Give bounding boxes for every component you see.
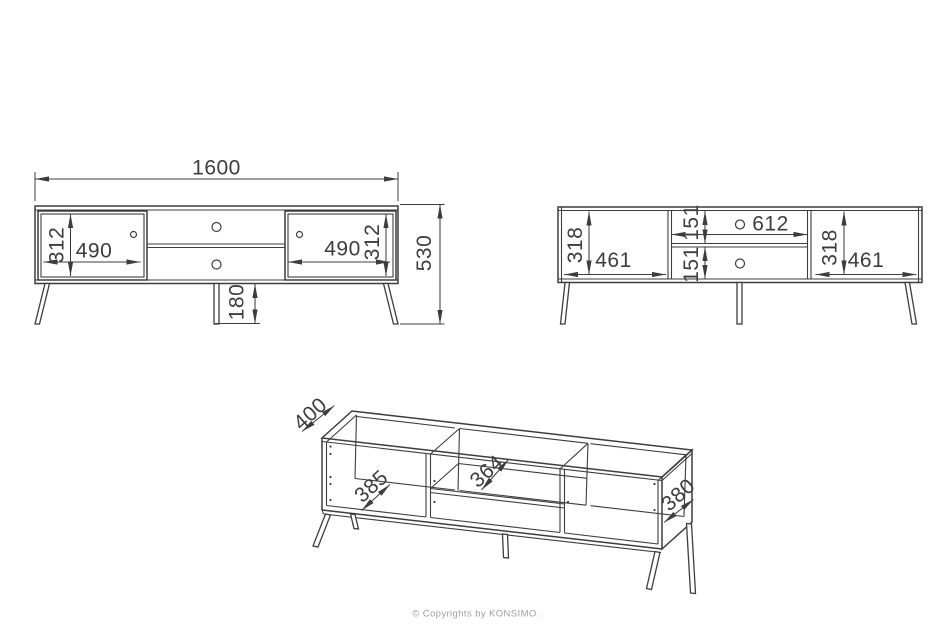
dim-label-leg-height: 180	[225, 283, 249, 321]
right-door-knob	[297, 232, 303, 238]
dim-label-shelf-depth: 364	[465, 450, 509, 493]
iso-middle-leg	[503, 534, 509, 558]
right-leg	[905, 283, 917, 325]
right-divider-top-diagonal	[560, 443, 588, 469]
left-wall-top-diagonal	[327, 415, 357, 442]
front-view	[35, 157, 445, 325]
left-divider-back-edge	[458, 429, 460, 491]
pin-hole	[433, 501, 435, 503]
left-leg	[561, 283, 570, 325]
iso-back-right-leg	[687, 524, 696, 594]
upper-drawer-knob	[212, 223, 221, 232]
dim-label-side-depth: 380	[657, 474, 700, 516]
left-door-knob	[131, 232, 137, 238]
pin-hole	[567, 501, 569, 503]
right-divider-back-edge	[586, 443, 588, 505]
dim-label-total-width: 1600	[192, 156, 241, 180]
upper-drawer-knob	[736, 220, 745, 229]
pin-hole	[653, 483, 655, 485]
dim-label-right-door-width: 490	[324, 237, 361, 261]
floor-front-edge	[565, 533, 659, 544]
dim-label-left-bay-width: 461	[595, 249, 632, 272]
left-divider-top-diagonal	[431, 429, 460, 455]
top-edge-thickness-line	[662, 454, 692, 481]
shelf-left-diagonal	[431, 464, 459, 489]
bottom-front-edge	[322, 510, 662, 549]
dim-label-upper-drawer-height: 151	[680, 204, 703, 241]
front-left-leg	[35, 284, 50, 325]
front-right-leg	[384, 284, 399, 325]
lower-drawer-knob	[736, 259, 745, 268]
pin-hole	[329, 453, 331, 455]
copyright-text: © Copyrights by KONSIMO.	[412, 608, 540, 620]
dim-label-left-door-width: 490	[75, 239, 113, 263]
floor-front-edge	[327, 506, 427, 518]
dim-label-middle-width: 612	[752, 212, 789, 236]
iso-front-left-leg	[313, 514, 331, 547]
dim-label-left-door-height: 312	[45, 226, 69, 264]
pin-hole	[329, 476, 331, 478]
back-wall-top-edge	[357, 417, 456, 429]
dim-label-lower-drawer-height: 151	[680, 246, 703, 283]
middle-leg	[737, 283, 742, 325]
dim-label-top-depth: 400	[289, 393, 332, 435]
left-wall-back-edge	[355, 415, 357, 479]
dim-label-right-bay-width: 461	[847, 249, 885, 272]
dim-label-left-bay-depth: 385	[350, 465, 393, 508]
isometric-view	[289, 393, 700, 593]
dim-label-right-door-height: 312	[361, 223, 384, 261]
iso-back-left-leg	[351, 514, 359, 529]
pin-hole	[329, 499, 331, 501]
bottom-front-edge-lower	[324, 514, 662, 553]
shelf-front-edge	[431, 489, 565, 505]
pin-hole	[653, 509, 655, 511]
open-front-view	[558, 204, 922, 324]
iso-front-right-leg	[647, 552, 661, 590]
pin-hole	[329, 445, 331, 447]
pin-hole	[433, 480, 435, 482]
lower-drawer-knob	[212, 260, 221, 269]
back-wall-top-edge	[591, 444, 687, 455]
dim-label-left-bay-height: 318	[564, 226, 587, 264]
front-middle-leg	[214, 284, 219, 325]
dim-label-right-bay-height: 318	[818, 229, 842, 266]
dim-label-total-height: 530	[413, 234, 436, 272]
pin-hole	[329, 483, 331, 485]
